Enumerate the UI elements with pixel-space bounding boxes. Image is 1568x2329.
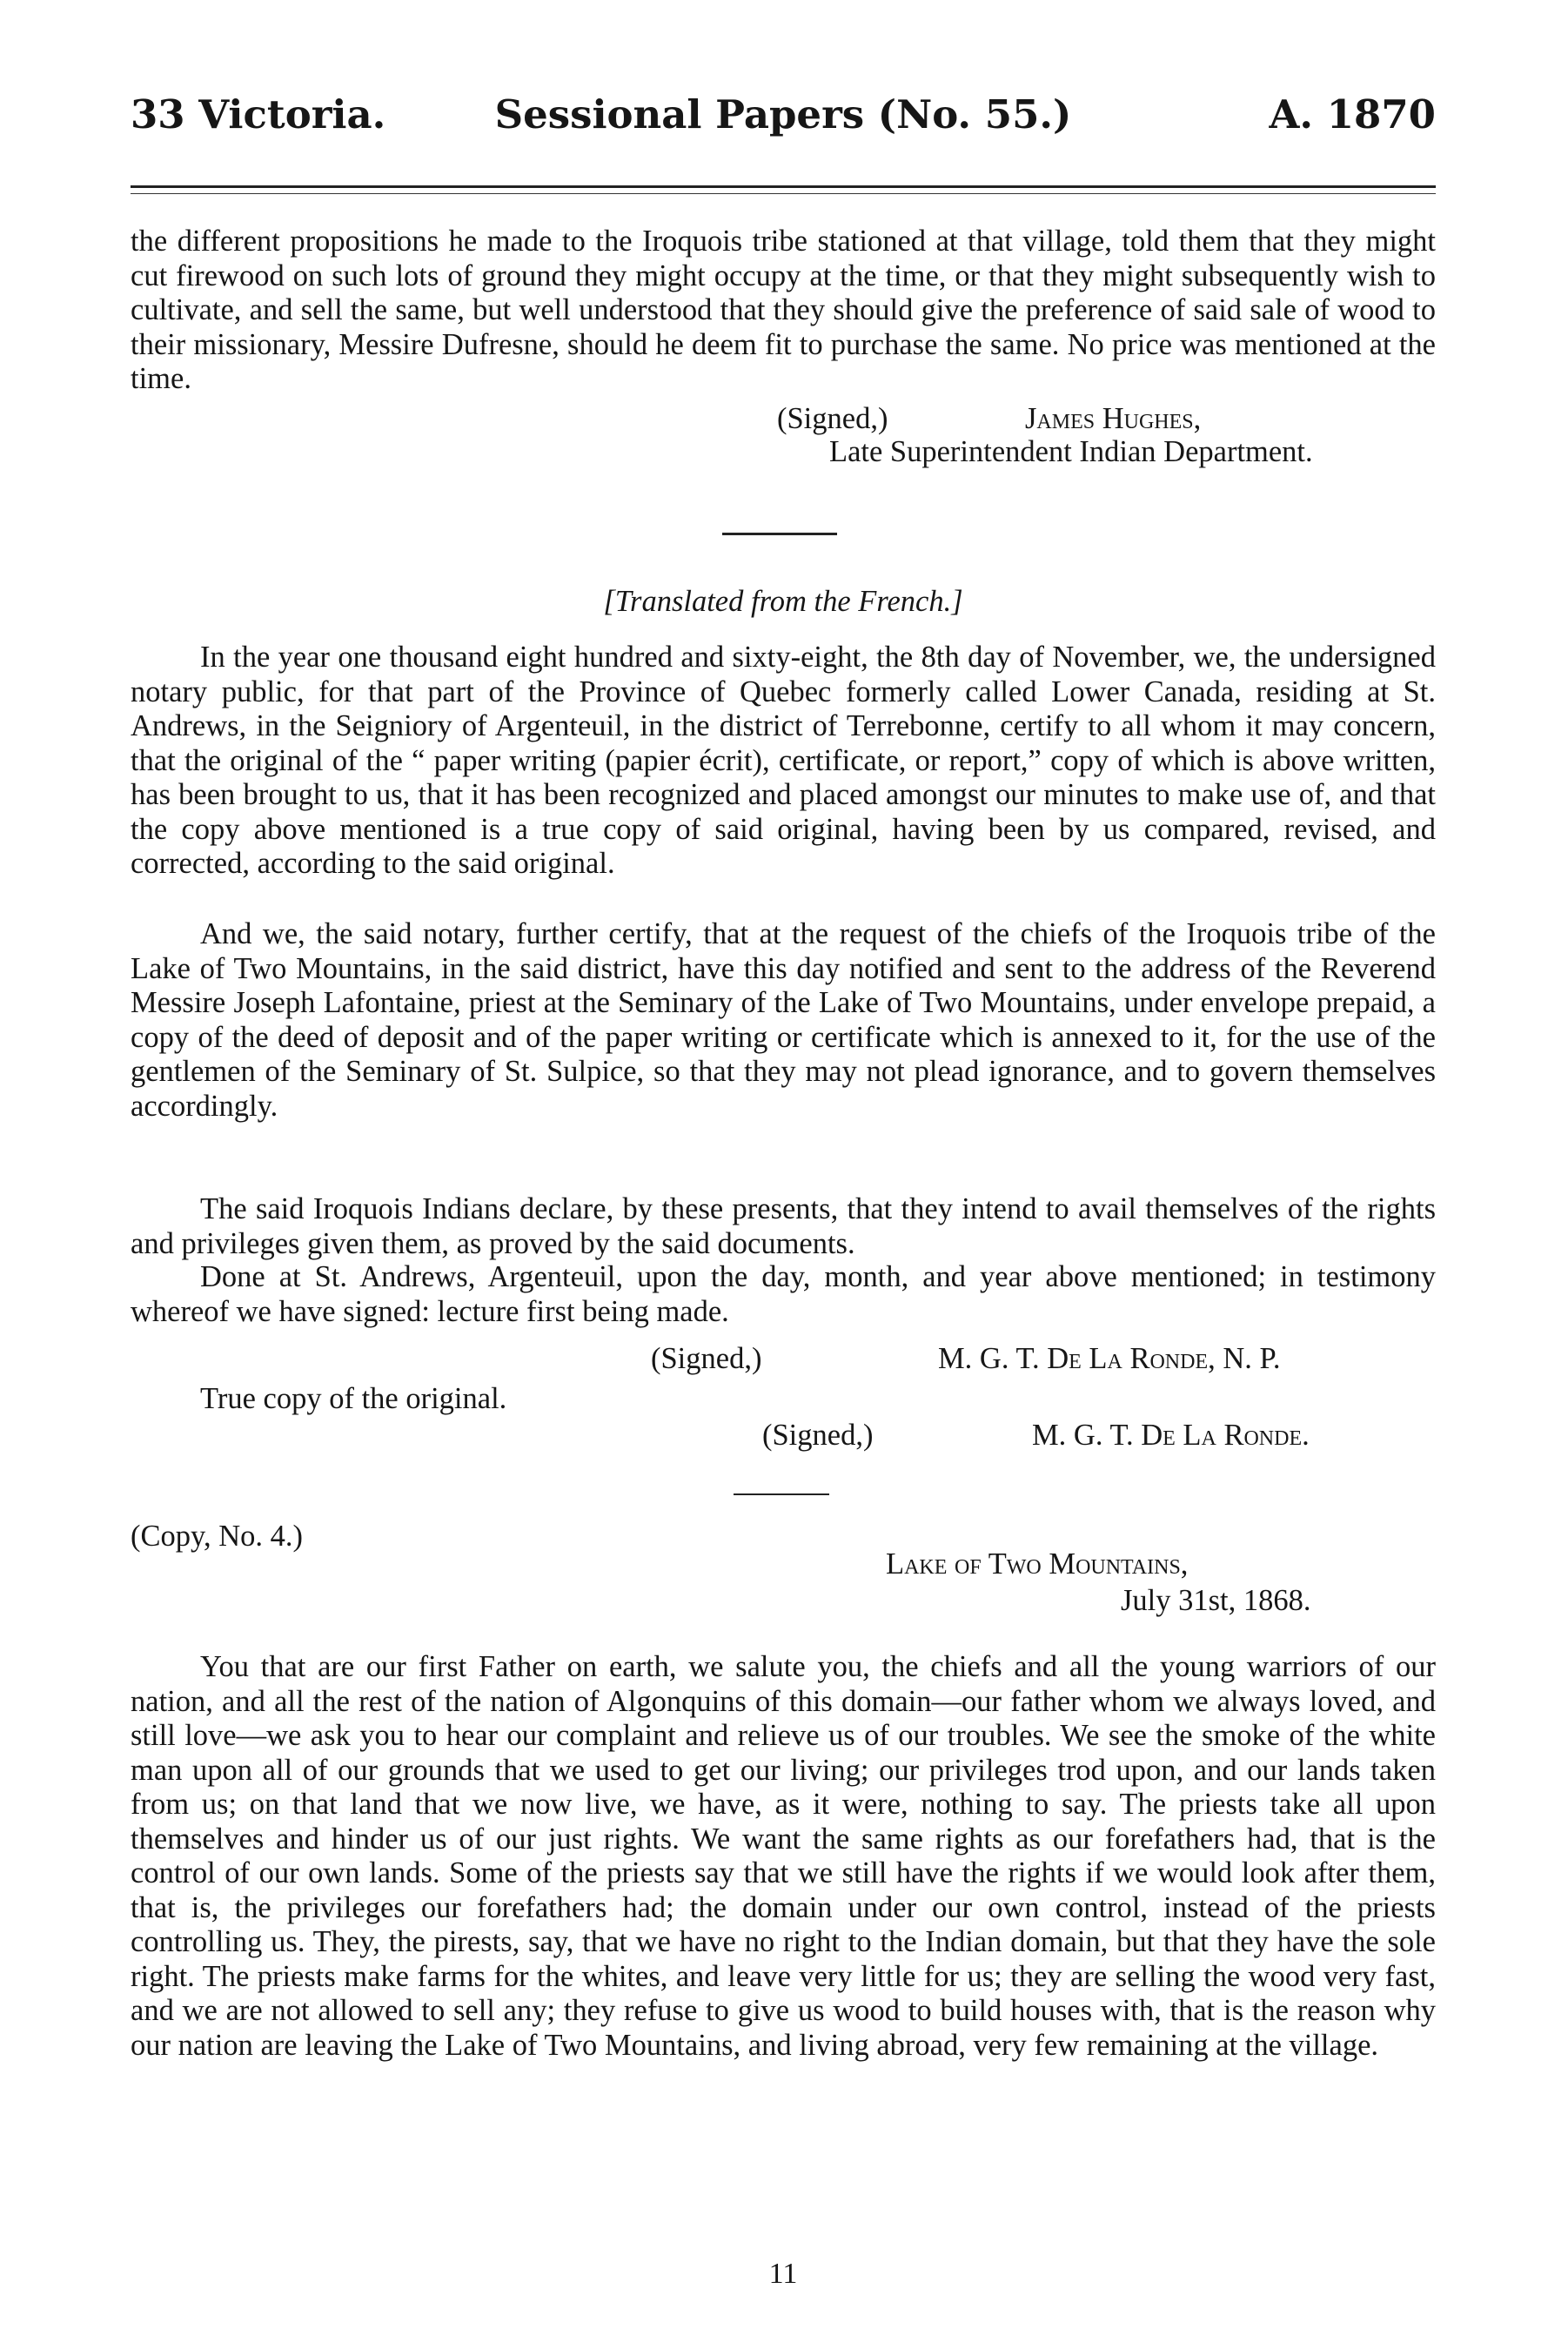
notary-paragraph-4: Done at St. Andrews, Argenteuil, upon the day, month, and year above mentioned; in testimony whereof we have signed: lecture first being made. bbox=[131, 1260, 1436, 1328]
header-title: Sessional Papers (No. 55.) bbox=[494, 91, 1072, 138]
notary-paragraph-1: In the year one thousand eight hundred and sixty-eight, the 8th day of November, we, the undersigned notary public, for that part of the Province of Quebec formerly called Lower Canada, residing at St. Andrews, in the Seigniory of Argenteuil, in the district of Terrebonne, certify to all whom it may concern, that the original of the “ paper writing (papier écrit), certificate, or report,” copy of which is above written, has been brought to us, that it has been recognized and placed amongst our minutes to make use of, and that the copy above mentioned is a true copy of said original, having been by us compared, revised, and corrected, according to the said original. bbox=[131, 641, 1436, 880]
notary-name-2: M. G. T. De La Ronde. bbox=[1032, 1419, 1310, 1452]
page-header bbox=[131, 91, 1436, 144]
true-copy-note: True copy of the original. bbox=[200, 1382, 507, 1415]
hughes-title: Late Superintendent Indian Department. bbox=[829, 435, 1313, 468]
hughes-signed: (Signed,) bbox=[777, 402, 888, 435]
notary-signed-1: (Signed,) bbox=[651, 1342, 762, 1375]
header-rule-thick bbox=[131, 185, 1436, 188]
notary-paragraph-3: The said Iroquois Indians declare, by these presents, that they intend to avail themselves of the rights and privileges given them, as proved by the said documents. bbox=[131, 1192, 1436, 1260]
page-number: 11 bbox=[768, 2258, 798, 2290]
letter-place: Lake of Two Mountains, bbox=[886, 1547, 1189, 1581]
letter-date: July 31st, 1868. bbox=[1121, 1584, 1311, 1617]
copy-label: (Copy, No. 4.) bbox=[131, 1520, 304, 1553]
notary-name-1: M. G. T. De La Ronde, N. P. bbox=[938, 1342, 1281, 1375]
header-session: 33 Victoria. bbox=[131, 91, 386, 138]
translated-heading: [Translated from the French.] bbox=[603, 585, 963, 618]
header-rule-thin bbox=[131, 193, 1436, 194]
intro-paragraph: the different propositions he made to the Iroquois tribe stationed at that village, told them that they might cut firewood on such lots of ground they might occupy at the time, or that they might subsequently wish to cultivate, and sell the same, but well understood that they should give the preference of said sale of wood to their missionary, Messire Dufresne, should he deem fit to purchase the same. No price was mentioned at the time. bbox=[131, 225, 1436, 395]
hughes-name: James Hughes, bbox=[1025, 402, 1202, 435]
letter-paragraph: You that are our first Father on earth, we salute you, the chiefs and all the young warriors of our nation, and all the rest of the nation of Algonquins of this domain—our father whom we always loved, and still love—we ask you to hear our complaint and relieve us of our troubles. We see the smoke of the white man upon all of our grounds that we used to get our living; our privileges trod upon, and our lands taken from us; on that land that we now live, we have, as it were, nothing to say. The priests take all upon themselves and hinder us of our just rights. We want the same rights as our forefathers had, that is the control of our own lands. Some of the priests say that we still have the rights if we would look after them, that is, the privileges our forefathers had; the domain under our own control, instead of the priests controlling us. They, the pirests, say, that we have no right to the Indian domain, but that they have the sole right. The priests make farms for the whites, and leave very little for us; they are selling the wood very fast, and we are not allowed to sell any; they refuse to give us wood to build houses with, that is the reason why our nation are leaving the Lake of Two Mountains, and living abroad, very few remaining at the village. bbox=[131, 1650, 1436, 2062]
header-year: A. 1870 bbox=[1269, 91, 1436, 138]
notary-signed-2: (Signed,) bbox=[762, 1419, 874, 1452]
notary-paragraph-2: And we, the said notary, further certify, that at the request of the chiefs of the Iroquois tribe of the Lake of Two Mountains, in the said district, have this day notified and sent to the address of the Reverend Messire Joseph Lafontaine, priest at the Seminary of the Lake of Two Mountains, under envelope prepaid, a copy of the deed of deposit and of the paper writing or certificate which is annexed to it, for the use of the gentlemen of the Seminary of St. Sulpice, so that they may not plead ignorance, and to govern themselves accordingly. bbox=[131, 917, 1436, 1123]
section-divider bbox=[722, 533, 837, 535]
signature-divider bbox=[734, 1493, 829, 1495]
